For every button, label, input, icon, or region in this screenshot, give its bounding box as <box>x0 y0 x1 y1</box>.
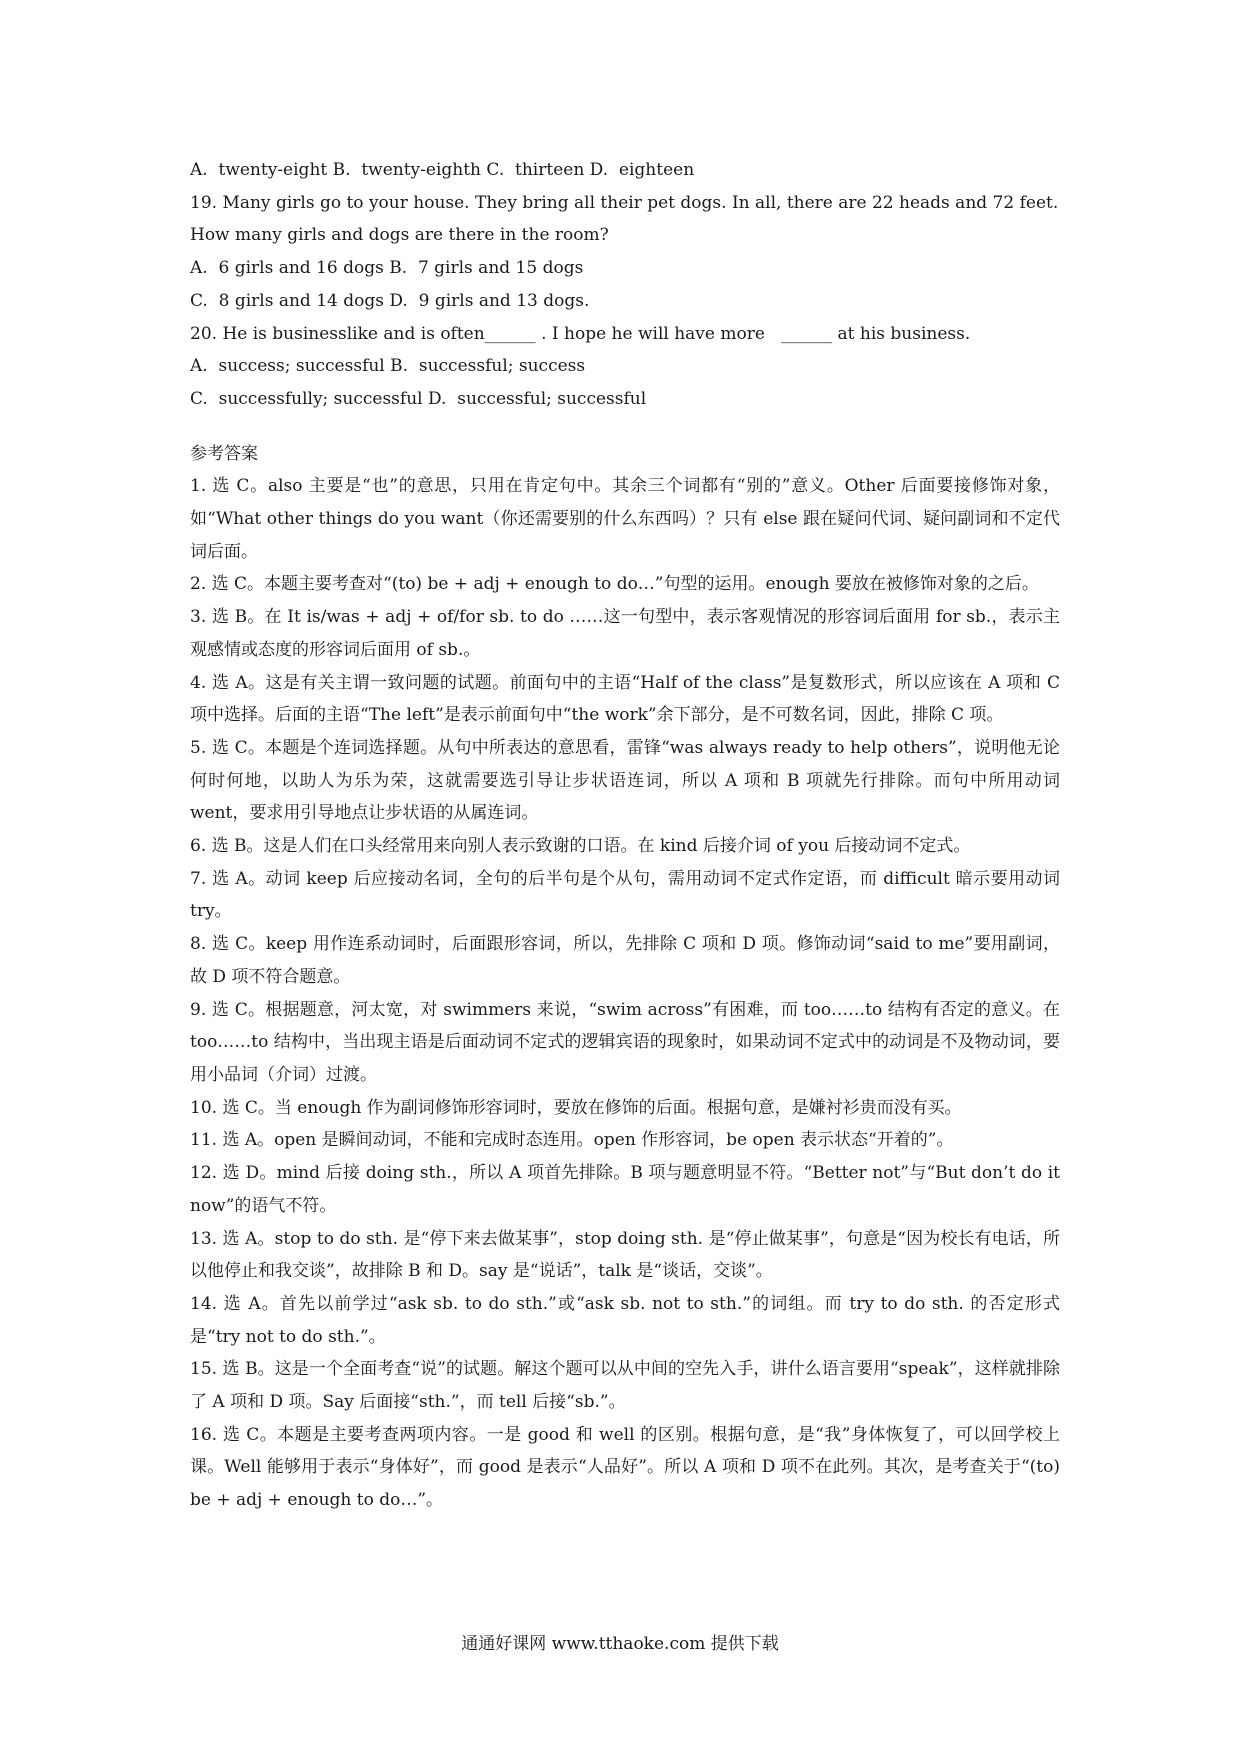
answer-item: 1. 选 C。also 主要是“也”的意思，只用在肯定句中。其余三个词都有“别的”意义。Other 后面要接修饰对象，如“What other things do you want（你还需要别的什么东西吗）？只有 else 跟在疑问代词、疑问副词和不定代词后面。 <box>190 476 1060 562</box>
answer-item: 8. 选 C。keep 用作连系动词时，后面跟形容词，所以，先排除 C 项和 D 项。修饰动词“said to me”要用副词，故 D 项不符合题意。 <box>190 934 1060 987</box>
answer-item: 6. 选 B。这是人们在口头经常用来向别人表示致谢的口语。在 kind 后接介词 of you 后接动词不定式。 <box>190 836 971 857</box>
answer-item: 3. 选 B。在 It is/was + adj + of/for sb. to do ……这一句型中，表示客观情况的形容词后面用 for sb.，表示主观感情或态度的形容词后面用 of sb.。 <box>190 607 1060 660</box>
question-line: C. successfully; successful D. successful; successful <box>190 388 647 409</box>
answer-item: 9. 选 C。根据题意，河太宽，对 swimmers 来说，“swim across”有困难，而 too……to 结构有否定的意义。在 too……to 结构中，当出现主语是后面动词不定式的逻辑宾语的现象时，如果动词不定式中的动词是不及物动词，要用小品词（介词）过渡。 <box>190 999 1060 1085</box>
question-block <box>190 154 1064 416</box>
answer-item: 10. 选 C。当 enough 作为副词修饰形容词时，要放在修饰的后面。根据句意，是嫌衬衫贵而没有买。 <box>190 1097 962 1118</box>
answers-heading: 参考答案 <box>190 443 258 464</box>
answer-item: 14. 选 A。首先以前学过“ask sb. to do sth.”或“ask sb. not to sth.”的词组。而 try to do sth. 的否定形式是“try not to do sth.”。 <box>190 1293 1060 1347</box>
answer-item: 5. 选 C。本题是个连词选择题。从句中所表达的意思看，雷锋“was always ready to help others”，说明他无论何时何地，以助人为乐为荣，这就需要选引导让步状语连词，所以 A 项和 B 项就先行排除。而句中所用动词 went，要求用引导地点让步状语的从属连词。 <box>190 737 1060 824</box>
answer-item: 16. 选 C。本题是主要考查两项内容。一是 good 和 well 的区别。根据句意，是“我”身体恢复了，可以回学校上课。Well 能够用于表示“身体好”，而 good 是表示“人品好”。所以 A 项和 D 项不在此列。其次，是考查关于“(to) be + adj + enough to do…”。 <box>190 1424 1060 1511</box>
answer-item: 7. 选 A。动词 keep 后应接动名词，全句的后半句是个从句，需用动词不定式作定语，而 difficult 暗示要用动词 try。 <box>190 868 1060 922</box>
answer-item: 13. 选 A。stop to do sth. 是“停下来去做某事”，stop doing sth. 是“停止做某事”，句意是“因为校长有电话，所以他停止和我交谈”，故排除 B 和 D。say 是“说话”，talk 是“谈话，交谈”。 <box>190 1228 1060 1282</box>
answer-item: 15. 选 B。这是一个全面考查“说”的试题。解这个题可以从中间的空先入手，讲什么语言要用“speak”，这样就排除了 A 项和 D 项。Say 后面接“sth.”，而 tell 后接“sb.”。 <box>190 1359 1060 1413</box>
answer-item: 12. 选 D。mind 后接 doing sth.，所以 A 项首先排除。B 项与题意明显不符。“Better not”与“But don’t do it now”的语气不符。 <box>190 1163 1060 1216</box>
question-line: A. success; successful B. successful; success <box>190 356 586 377</box>
answer-item: 11. 选 A。open 是瞬间动词，不能和完成时态连用。open 作形容词，be open 表示状态“开着的”。 <box>190 1130 954 1151</box>
question-line: A. 6 girls and 16 dogs B. 7 girls and 15 dogs <box>190 258 584 279</box>
answers-list <box>190 470 1060 1517</box>
answer-item: 2. 选 C。本题主要考查对“(to) be + adj + enough to do…”句型的运用。enough 要放在被修饰对象的之后。 <box>190 574 1039 595</box>
question-line: 19. Many girls go to your house. They bring all their pet dogs. In all, there are 22 heads and 72 feet. How many girls and dogs are there in the room? <box>190 192 1064 246</box>
document-body <box>190 154 1064 1517</box>
page-footer: 通通好课网 www.tthaoke.com 提供下载 <box>461 1634 779 1654</box>
question-line: 20. He is businesslike and is often______ . I hope he will have more ______ at his business. <box>190 323 971 344</box>
question-line: A. twenty-eight B. twenty-eighth C. thirteen D. eighteen <box>190 160 695 180</box>
question-line: C. 8 girls and 14 dogs D. 9 girls and 13 dogs. <box>190 290 590 311</box>
answer-item: 4. 选 A。这是有关主谓一致问题的试题。前面句中的主语“Half of the class”是复数形式，所以应该在 A 项和 C 项中选择。后面的主语“The left”是表示前面句中“the work”余下部分，是不可数名词，因此，排除 C 项。 <box>190 672 1060 726</box>
